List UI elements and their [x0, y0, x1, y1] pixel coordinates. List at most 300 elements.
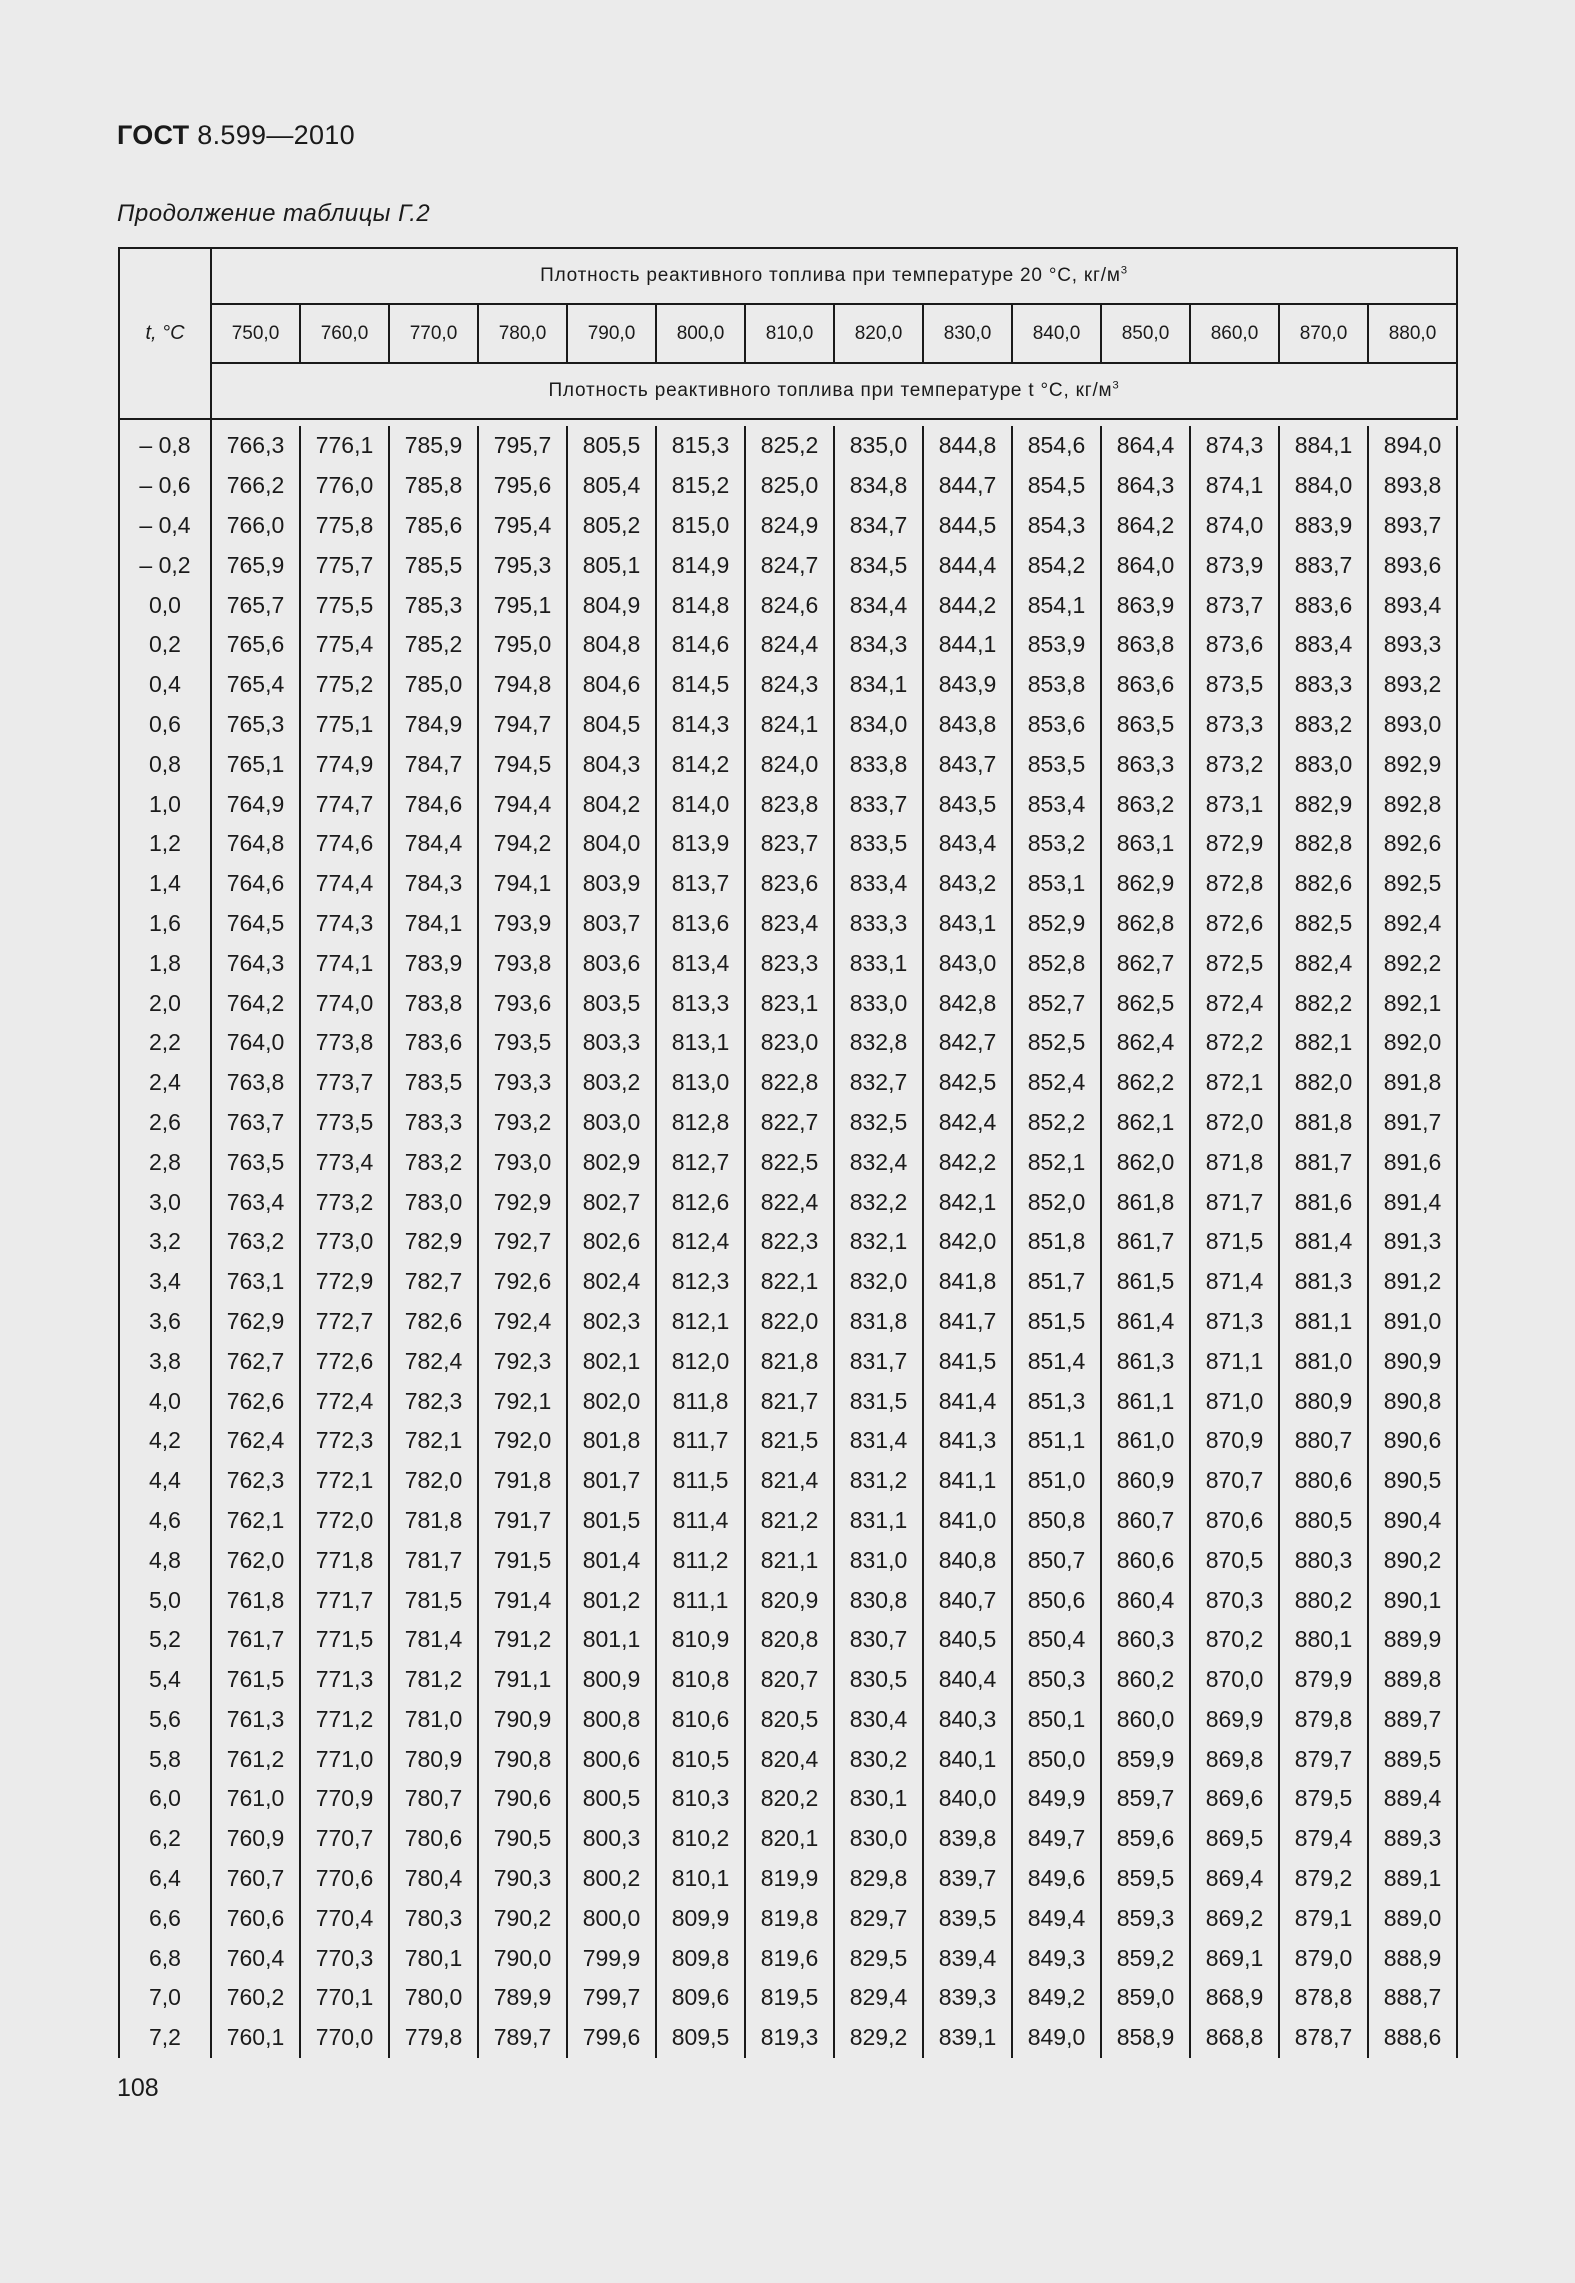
density-cell: 765,4	[211, 665, 300, 705]
density-at-t-header-text: Плотность реактивного топлива при температуре t °C, кг/м	[548, 380, 1113, 401]
density-cell: 843,1	[923, 904, 1012, 944]
density-cell: 862,2	[1101, 1063, 1190, 1103]
density-cell: 781,2	[389, 1660, 478, 1700]
density-cell: 832,0	[834, 1262, 923, 1302]
density-cell: 862,1	[1101, 1103, 1190, 1143]
density-cell: 780,4	[389, 1859, 478, 1899]
density-cell: 764,2	[211, 983, 300, 1023]
density-cell: 881,3	[1279, 1262, 1368, 1302]
density-cell: 763,5	[211, 1142, 300, 1182]
density-cell: 822,4	[745, 1182, 834, 1222]
density-cell: 814,8	[656, 585, 745, 625]
temperature-cell: 4,4	[119, 1461, 211, 1501]
density-cell: 841,4	[923, 1381, 1012, 1421]
density-cell: 853,4	[1012, 784, 1101, 824]
density-cell: 813,9	[656, 824, 745, 864]
unit-superscript: 3	[1120, 264, 1128, 277]
density-cell: 794,7	[478, 705, 567, 745]
density-cell: 776,1	[300, 426, 389, 466]
density-cell: 814,2	[656, 744, 745, 784]
temperature-cell: 1,4	[119, 864, 211, 904]
density-cell: 890,4	[1368, 1501, 1457, 1541]
table-row	[119, 665, 1457, 705]
table-row	[119, 864, 1457, 904]
density-cell: 862,8	[1101, 904, 1190, 944]
density-cell: 844,1	[923, 625, 1012, 665]
density-cell: 762,6	[211, 1381, 300, 1421]
density-cell: 761,3	[211, 1700, 300, 1740]
density-cell: 842,5	[923, 1063, 1012, 1103]
density-cell: 854,1	[1012, 585, 1101, 625]
density-cell: 775,5	[300, 585, 389, 625]
column-header: 820,0	[834, 304, 923, 363]
density-cell: 831,8	[834, 1302, 923, 1342]
density-cell: 889,3	[1368, 1819, 1457, 1859]
density-cell: 762,9	[211, 1302, 300, 1342]
density-cell: 879,1	[1279, 1898, 1368, 1938]
density-cell: 859,7	[1101, 1779, 1190, 1819]
density-cell: 823,8	[745, 784, 834, 824]
table-caption: Продолжение таблицы Г.2	[117, 200, 431, 227]
table-row	[119, 1063, 1457, 1103]
density-cell: 859,9	[1101, 1739, 1190, 1779]
density-cell: 888,7	[1368, 1978, 1457, 2018]
density-cell: 831,7	[834, 1341, 923, 1381]
density-cell: 834,5	[834, 545, 923, 585]
density-cell: 893,3	[1368, 625, 1457, 665]
density-cell: 760,7	[211, 1859, 300, 1899]
density-cell: 858,9	[1101, 2018, 1190, 2058]
temperature-cell: 5,4	[119, 1660, 211, 1700]
density-cell: 823,1	[745, 983, 834, 1023]
density-cell: 805,1	[567, 545, 656, 585]
density-cell: 784,4	[389, 824, 478, 864]
density-cell: 829,7	[834, 1898, 923, 1938]
density-cell: 849,4	[1012, 1898, 1101, 1938]
density-cell: 819,9	[745, 1859, 834, 1899]
density-cell: 889,7	[1368, 1700, 1457, 1740]
column-header: 850,0	[1101, 304, 1190, 363]
density-cell: 804,9	[567, 585, 656, 625]
density-cell: 830,1	[834, 1779, 923, 1819]
density-cell: 785,9	[389, 426, 478, 466]
temperature-cell: 5,6	[119, 1700, 211, 1740]
density-cell: 810,5	[656, 1739, 745, 1779]
density-cell: 773,8	[300, 1023, 389, 1063]
density-cell: 893,0	[1368, 705, 1457, 745]
table-row	[119, 506, 1457, 546]
density-cell: 860,9	[1101, 1461, 1190, 1501]
density-cell: 869,9	[1190, 1700, 1279, 1740]
column-header: 750,0	[211, 304, 300, 363]
density-cell: 863,9	[1101, 585, 1190, 625]
density-cell: 785,0	[389, 665, 478, 705]
density-cell: 888,9	[1368, 1938, 1457, 1978]
density-cell: 799,9	[567, 1938, 656, 1978]
density-cell: 872,5	[1190, 943, 1279, 983]
density-cell: 833,5	[834, 824, 923, 864]
density-cell: 794,8	[478, 665, 567, 705]
density-cell: 832,4	[834, 1142, 923, 1182]
density-cell: 771,3	[300, 1660, 389, 1700]
density-cell: 859,2	[1101, 1938, 1190, 1978]
density-cell: 823,6	[745, 864, 834, 904]
density-cell: 772,7	[300, 1302, 389, 1342]
density-cell: 783,3	[389, 1103, 478, 1143]
density-cell: 889,1	[1368, 1859, 1457, 1899]
density-cell: 829,8	[834, 1859, 923, 1899]
density-cell: 850,6	[1012, 1580, 1101, 1620]
density-cell: 794,4	[478, 784, 567, 824]
density-cell: 849,2	[1012, 1978, 1101, 2018]
density-cell: 803,6	[567, 943, 656, 983]
density-cell: 851,8	[1012, 1222, 1101, 1262]
density-cell: 804,2	[567, 784, 656, 824]
density-cell: 773,4	[300, 1142, 389, 1182]
density-cell: 821,7	[745, 1381, 834, 1421]
density-cell: 860,7	[1101, 1501, 1190, 1541]
density-cell: 820,7	[745, 1660, 834, 1700]
density-cell: 879,7	[1279, 1739, 1368, 1779]
density-cell: 882,2	[1279, 983, 1368, 1023]
density-cell: 869,2	[1190, 1898, 1279, 1938]
density-cell: 812,3	[656, 1262, 745, 1302]
density-cell: 773,2	[300, 1182, 389, 1222]
density-cell: 853,1	[1012, 864, 1101, 904]
density-cell: 791,8	[478, 1461, 567, 1501]
table-row	[119, 585, 1457, 625]
density-cell: 820,1	[745, 1819, 834, 1859]
density-cell: 839,5	[923, 1898, 1012, 1938]
table-row	[119, 1182, 1457, 1222]
density-cell: 839,3	[923, 1978, 1012, 2018]
page-number: 108	[117, 2074, 159, 2102]
density-cell: 794,5	[478, 744, 567, 784]
table-row	[119, 1700, 1457, 1740]
density-cell: 764,8	[211, 824, 300, 864]
density-cell: 761,0	[211, 1779, 300, 1819]
density-cell: 860,0	[1101, 1700, 1190, 1740]
density-cell: 770,7	[300, 1819, 389, 1859]
density-cell: 844,8	[923, 426, 1012, 466]
table-row	[119, 1103, 1457, 1143]
density-cell: 833,1	[834, 943, 923, 983]
density-cell: 770,1	[300, 1978, 389, 2018]
density-cell: 771,8	[300, 1540, 389, 1580]
density-cell: 840,4	[923, 1660, 1012, 1700]
density-cell: 881,7	[1279, 1142, 1368, 1182]
density-cell: 830,5	[834, 1660, 923, 1700]
gap-cell	[119, 419, 211, 426]
density-cell: 805,2	[567, 506, 656, 546]
temperature-cell: 2,2	[119, 1023, 211, 1063]
density-at-t-header	[211, 363, 1457, 419]
density-cell: 831,1	[834, 1501, 923, 1541]
temperature-cell: 4,0	[119, 1381, 211, 1421]
density-cell: 780,1	[389, 1938, 478, 1978]
density-cell: 781,5	[389, 1580, 478, 1620]
density-cell: 870,7	[1190, 1461, 1279, 1501]
density-cell: 800,9	[567, 1660, 656, 1700]
density-cell: 849,3	[1012, 1938, 1101, 1978]
temperature-cell: 6,0	[119, 1779, 211, 1819]
density-cell: 879,8	[1279, 1700, 1368, 1740]
density-cell: 869,1	[1190, 1938, 1279, 1978]
density-cell: 871,7	[1190, 1182, 1279, 1222]
density-cell: 852,4	[1012, 1063, 1101, 1103]
density-cell: 842,4	[923, 1103, 1012, 1143]
density-cell: 872,9	[1190, 824, 1279, 864]
density-cell: 811,7	[656, 1421, 745, 1461]
density-cell: 785,6	[389, 506, 478, 546]
density-cell: 843,5	[923, 784, 1012, 824]
density-cell: 859,5	[1101, 1859, 1190, 1899]
density-cell: 872,4	[1190, 983, 1279, 1023]
column-header: 830,0	[923, 304, 1012, 363]
table-row	[119, 1142, 1457, 1182]
density-cell: 834,1	[834, 665, 923, 705]
density-cell: 873,9	[1190, 545, 1279, 585]
density-cell: 803,3	[567, 1023, 656, 1063]
density-cell: 829,5	[834, 1938, 923, 1978]
temperature-cell: 0,4	[119, 665, 211, 705]
density-cell: 800,6	[567, 1739, 656, 1779]
density-cell: 829,4	[834, 1978, 923, 2018]
density-cell: 821,1	[745, 1540, 834, 1580]
density-cell: 813,3	[656, 983, 745, 1023]
density-cell: 850,8	[1012, 1501, 1101, 1541]
density-cell: 791,1	[478, 1660, 567, 1700]
density-cell: 811,2	[656, 1540, 745, 1580]
density-cell: 842,1	[923, 1182, 1012, 1222]
density-cell: 810,2	[656, 1819, 745, 1859]
table-row	[119, 1023, 1457, 1063]
density-cell: 774,7	[300, 784, 389, 824]
density-cell: 870,3	[1190, 1580, 1279, 1620]
table-row	[119, 1461, 1457, 1501]
density-cell: 840,3	[923, 1700, 1012, 1740]
density-cell: 815,3	[656, 426, 745, 466]
gap-cell	[211, 419, 1457, 426]
temperature-cell: 7,0	[119, 1978, 211, 2018]
density-cell: 833,8	[834, 744, 923, 784]
density-cell: 785,2	[389, 625, 478, 665]
density-cell: 792,6	[478, 1262, 567, 1302]
density-cell: 764,6	[211, 864, 300, 904]
density-cell: 870,2	[1190, 1620, 1279, 1660]
density-cell: 772,4	[300, 1381, 389, 1421]
density-cell: 854,5	[1012, 466, 1101, 506]
density-cell: 815,0	[656, 506, 745, 546]
density-cell: 781,7	[389, 1540, 478, 1580]
density-cell: 775,8	[300, 506, 389, 546]
density-cell: 839,8	[923, 1819, 1012, 1859]
density-cell: 800,2	[567, 1859, 656, 1899]
density-cell: 832,5	[834, 1103, 923, 1143]
density-cell: 823,0	[745, 1023, 834, 1063]
density-cell: 884,0	[1279, 466, 1368, 506]
density-cell: 774,3	[300, 904, 389, 944]
density-cell: 842,2	[923, 1142, 1012, 1182]
density-cell: 822,7	[745, 1103, 834, 1143]
density-cell: 812,8	[656, 1103, 745, 1143]
density-cell: 762,1	[211, 1501, 300, 1541]
density-cell: 824,7	[745, 545, 834, 585]
density-cell: 793,9	[478, 904, 567, 944]
density-cell: 873,7	[1190, 585, 1279, 625]
density-cell: 819,3	[745, 2018, 834, 2058]
density-cell: 859,0	[1101, 1978, 1190, 2018]
density-cell: 790,0	[478, 1938, 567, 1978]
density-cell: 852,0	[1012, 1182, 1101, 1222]
density-cell: 843,4	[923, 824, 1012, 864]
density-cell: 851,3	[1012, 1381, 1101, 1421]
column-header: 810,0	[745, 304, 834, 363]
density-cell: 795,7	[478, 426, 567, 466]
density-cell: 884,1	[1279, 426, 1368, 466]
density-cell: 889,4	[1368, 1779, 1457, 1819]
density-cell: 815,2	[656, 466, 745, 506]
density-cell: 782,9	[389, 1222, 478, 1262]
density-cell: 879,5	[1279, 1779, 1368, 1819]
density-cell: 883,9	[1279, 506, 1368, 546]
density-cell: 805,5	[567, 426, 656, 466]
density-cell: 804,3	[567, 744, 656, 784]
density-cell: 861,0	[1101, 1421, 1190, 1461]
density-cell: 854,2	[1012, 545, 1101, 585]
temperature-cell: 6,2	[119, 1819, 211, 1859]
density-cell: 881,1	[1279, 1302, 1368, 1342]
density-cell: 862,9	[1101, 864, 1190, 904]
density-cell: 776,0	[300, 466, 389, 506]
density-cell: 880,3	[1279, 1540, 1368, 1580]
density-cell: 892,9	[1368, 744, 1457, 784]
density-cell: 873,5	[1190, 665, 1279, 705]
density-cell: 878,8	[1279, 1978, 1368, 2018]
density-cell: 892,1	[1368, 983, 1457, 1023]
density-cell: 785,8	[389, 466, 478, 506]
density-cell: 840,5	[923, 1620, 1012, 1660]
density-cell: 782,0	[389, 1461, 478, 1501]
table-row	[119, 426, 1457, 466]
density-cell: 831,4	[834, 1421, 923, 1461]
density-cell: 839,1	[923, 2018, 1012, 2058]
density-cell: 832,1	[834, 1222, 923, 1262]
density-cell: 883,6	[1279, 585, 1368, 625]
density-cell: 861,1	[1101, 1381, 1190, 1421]
table-row	[119, 904, 1457, 944]
density-cell: 833,4	[834, 864, 923, 904]
density-cell: 853,5	[1012, 744, 1101, 784]
density-cell: 782,3	[389, 1381, 478, 1421]
density-cell: 880,9	[1279, 1381, 1368, 1421]
density-cell: 766,2	[211, 466, 300, 506]
density-cell: 883,0	[1279, 744, 1368, 784]
density-cell: 763,8	[211, 1063, 300, 1103]
density-cell: 880,2	[1279, 1580, 1368, 1620]
column-header: 860,0	[1190, 304, 1279, 363]
temperature-cell: 3,8	[119, 1341, 211, 1381]
density-cell: 773,0	[300, 1222, 389, 1262]
density-cell: 854,6	[1012, 426, 1101, 466]
density-cell: 823,3	[745, 943, 834, 983]
column-header: 780,0	[478, 304, 567, 363]
density-cell: 760,6	[211, 1898, 300, 1938]
table-row	[119, 1660, 1457, 1700]
density-cell: 814,6	[656, 625, 745, 665]
density-cell: 880,1	[1279, 1620, 1368, 1660]
density-cell: 803,0	[567, 1103, 656, 1143]
density-cell: 824,0	[745, 744, 834, 784]
density-cell: 891,7	[1368, 1103, 1457, 1143]
density-cell: 830,8	[834, 1580, 923, 1620]
table-row	[119, 1580, 1457, 1620]
density-cell: 889,0	[1368, 1898, 1457, 1938]
density-cell: 812,4	[656, 1222, 745, 1262]
density-cell: 871,1	[1190, 1341, 1279, 1381]
density-cell: 883,2	[1279, 705, 1368, 745]
density-cell: 843,7	[923, 744, 1012, 784]
density-cell: 792,4	[478, 1302, 567, 1342]
density-cell: 784,7	[389, 744, 478, 784]
density-cell: 891,8	[1368, 1063, 1457, 1103]
density-cell: 840,8	[923, 1540, 1012, 1580]
density-table	[118, 247, 1458, 2058]
density-cell: 760,1	[211, 2018, 300, 2058]
density-cell: 824,3	[745, 665, 834, 705]
density-cell: 804,6	[567, 665, 656, 705]
density-cell: 823,4	[745, 904, 834, 944]
density-cell: 883,7	[1279, 545, 1368, 585]
density-cell: 868,8	[1190, 2018, 1279, 2058]
density-cell: 790,9	[478, 1700, 567, 1740]
density-cell: 774,4	[300, 864, 389, 904]
density-cell: 882,6	[1279, 864, 1368, 904]
table-row	[119, 1262, 1457, 1302]
density-cell: 852,8	[1012, 943, 1101, 983]
density-cell: 761,5	[211, 1660, 300, 1700]
column-header: 770,0	[389, 304, 478, 363]
density-cell: 860,4	[1101, 1580, 1190, 1620]
density-cell: 862,5	[1101, 983, 1190, 1023]
density-cell: 770,4	[300, 1898, 389, 1938]
density-cell: 810,6	[656, 1700, 745, 1740]
density-cell: 841,5	[923, 1341, 1012, 1381]
density-cell: 893,4	[1368, 585, 1457, 625]
density-at-20-header	[211, 248, 1457, 304]
density-cell: 784,3	[389, 864, 478, 904]
density-cell: 850,7	[1012, 1540, 1101, 1580]
table-row	[119, 705, 1457, 745]
table-row	[119, 1978, 1457, 2018]
temperature-cell: 6,8	[119, 1938, 211, 1978]
column-header: 880,0	[1368, 304, 1457, 363]
density-cell: 882,0	[1279, 1063, 1368, 1103]
density-cell: 869,6	[1190, 1779, 1279, 1819]
density-cell: 841,7	[923, 1302, 1012, 1342]
density-cell: 810,8	[656, 1660, 745, 1700]
density-cell: 809,6	[656, 1978, 745, 2018]
density-cell: 804,8	[567, 625, 656, 665]
density-cell: 761,2	[211, 1739, 300, 1779]
density-cell: 783,8	[389, 983, 478, 1023]
table-row	[119, 1302, 1457, 1342]
density-cell: 864,0	[1101, 545, 1190, 585]
density-cell: 861,4	[1101, 1302, 1190, 1342]
density-cell: 790,5	[478, 1819, 567, 1859]
density-cell: 809,9	[656, 1898, 745, 1938]
density-cell: 813,4	[656, 943, 745, 983]
